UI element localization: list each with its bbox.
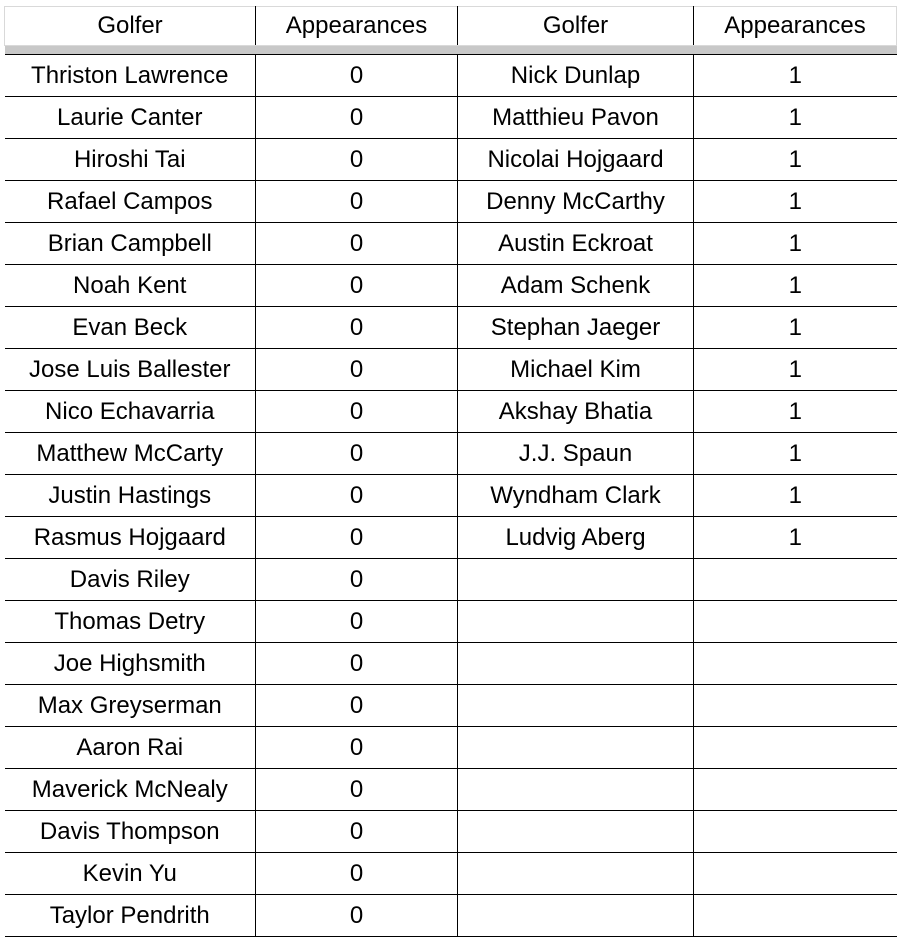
table-row [5,265,897,307]
header-golfer-1[interactable]: Golfer [5,7,256,46]
appearances-cell[interactable]: 0 [256,811,458,853]
appearances-cell[interactable]: 0 [256,601,458,643]
appearances-cell[interactable] [694,895,897,937]
golfer-cell[interactable] [458,685,694,727]
table-row [5,475,897,517]
golfer-cell[interactable]: Maverick McNealy [5,769,256,811]
golfer-cell[interactable]: Rafael Campos [5,181,256,223]
table-row [5,517,897,559]
golfer-cell[interactable] [458,769,694,811]
table-row [5,307,897,349]
appearances-cell[interactable]: 0 [256,685,458,727]
table-row [5,601,897,643]
golfer-cell[interactable]: Michael Kim [458,349,694,391]
frozen-row-divider[interactable] [5,46,897,55]
golfer-cell[interactable]: Davis Riley [5,559,256,601]
table-row [5,853,897,895]
appearances-cell[interactable]: 0 [256,769,458,811]
golfer-cell[interactable]: Wyndham Clark [458,475,694,517]
golfer-appearances-table [4,6,897,937]
appearances-cell[interactable] [694,643,897,685]
golfer-cell[interactable]: Taylor Pendrith [5,895,256,937]
table-row [5,895,897,937]
appearances-cell[interactable]: 0 [256,853,458,895]
appearances-cell[interactable]: 0 [256,433,458,475]
golfer-cell[interactable]: Nico Echavarria [5,391,256,433]
table-row [5,349,897,391]
golfer-cell[interactable]: Jose Luis Ballester [5,349,256,391]
golfer-cell[interactable] [458,853,694,895]
golfer-cell[interactable] [458,727,694,769]
golfer-cell[interactable]: Akshay Bhatia [458,391,694,433]
table-row [5,223,897,265]
golfer-cell[interactable]: Aaron Rai [5,727,256,769]
table-row [5,727,897,769]
appearances-cell[interactable]: 1 [694,433,897,475]
appearances-cell[interactable]: 0 [256,727,458,769]
golfer-cell[interactable]: Thriston Lawrence [5,55,256,97]
golfer-cell[interactable]: Brian Campbell [5,223,256,265]
golfer-cell[interactable]: Adam Schenk [458,265,694,307]
appearances-cell[interactable]: 0 [256,559,458,601]
table-row [5,181,897,223]
golfer-cell[interactable] [458,895,694,937]
golfer-cell[interactable] [458,601,694,643]
appearances-cell[interactable] [694,559,897,601]
appearances-cell[interactable]: 0 [256,517,458,559]
appearances-cell[interactable]: 1 [694,517,897,559]
appearances-cell[interactable] [694,853,897,895]
header-golfer-2[interactable]: Golfer [458,7,694,46]
golfer-cell[interactable]: Kevin Yu [5,853,256,895]
golfer-cell[interactable]: Davis Thompson [5,811,256,853]
golfer-cell[interactable]: Evan Beck [5,307,256,349]
golfer-cell[interactable] [458,811,694,853]
golfer-cell[interactable]: Matthieu Pavon [458,97,694,139]
appearances-cell[interactable]: 0 [256,223,458,265]
appearances-cell[interactable]: 1 [694,223,897,265]
table-row [5,811,897,853]
table-row [5,55,897,97]
appearances-cell[interactable] [694,769,897,811]
table-row [5,559,897,601]
appearances-cell[interactable]: 1 [694,97,897,139]
appearances-cell[interactable] [694,811,897,853]
golfer-cell[interactable]: Ludvig Aberg [458,517,694,559]
header-appearances-2[interactable]: Appearances [694,7,897,46]
table-row [5,643,897,685]
golfer-cell[interactable]: Stephan Jaeger [458,307,694,349]
appearances-cell[interactable] [694,601,897,643]
golfer-cell[interactable] [458,643,694,685]
table-row [5,97,897,139]
golfer-cell[interactable]: Laurie Canter [5,97,256,139]
table-body [5,55,897,937]
golfer-cell[interactable]: Austin Eckroat [458,223,694,265]
appearances-cell[interactable]: 1 [694,55,897,97]
appearances-cell[interactable]: 0 [256,643,458,685]
golfer-cell[interactable]: Nicolai Hojgaard [458,139,694,181]
table-row [5,139,897,181]
appearances-cell[interactable]: 0 [256,181,458,223]
appearances-cell[interactable]: 0 [256,895,458,937]
table-row [5,391,897,433]
appearances-cell[interactable]: 1 [694,349,897,391]
table-row [5,685,897,727]
golfer-cell[interactable]: Noah Kent [5,265,256,307]
appearances-cell[interactable]: 0 [256,97,458,139]
golfer-cell[interactable]: Justin Hastings [5,475,256,517]
appearances-cell[interactable]: 0 [256,307,458,349]
golfer-cell[interactable]: Thomas Detry [5,601,256,643]
appearances-cell[interactable]: 0 [256,265,458,307]
table-row [5,769,897,811]
header-row [5,7,897,46]
appearances-cell[interactable]: 1 [694,475,897,517]
appearances-cell[interactable]: 1 [694,139,897,181]
appearances-cell[interactable]: 0 [256,475,458,517]
golfer-cell[interactable] [458,559,694,601]
appearances-cell[interactable]: 0 [256,55,458,97]
appearances-cell[interactable]: 1 [694,181,897,223]
appearances-cell[interactable] [694,685,897,727]
appearances-cell[interactable] [694,727,897,769]
golfer-cell[interactable]: Nick Dunlap [458,55,694,97]
golfer-cell[interactable]: Denny McCarthy [458,181,694,223]
golfer-cell[interactable]: Hiroshi Tai [5,139,256,181]
appearances-cell[interactable]: 1 [694,265,897,307]
appearances-cell[interactable]: 0 [256,349,458,391]
golfer-cell[interactable]: Matthew McCarty [5,433,256,475]
appearances-cell[interactable]: 0 [256,139,458,181]
golfer-cell[interactable]: J.J. Spaun [458,433,694,475]
appearances-cell[interactable]: 0 [256,391,458,433]
golfer-cell[interactable]: Rasmus Hojgaard [5,517,256,559]
appearances-cell[interactable]: 1 [694,307,897,349]
table-row [5,433,897,475]
golfer-cell[interactable]: Max Greyserman [5,685,256,727]
header-appearances-1[interactable]: Appearances [256,7,458,46]
golfer-cell[interactable]: Joe Highsmith [5,643,256,685]
appearances-cell[interactable]: 1 [694,391,897,433]
